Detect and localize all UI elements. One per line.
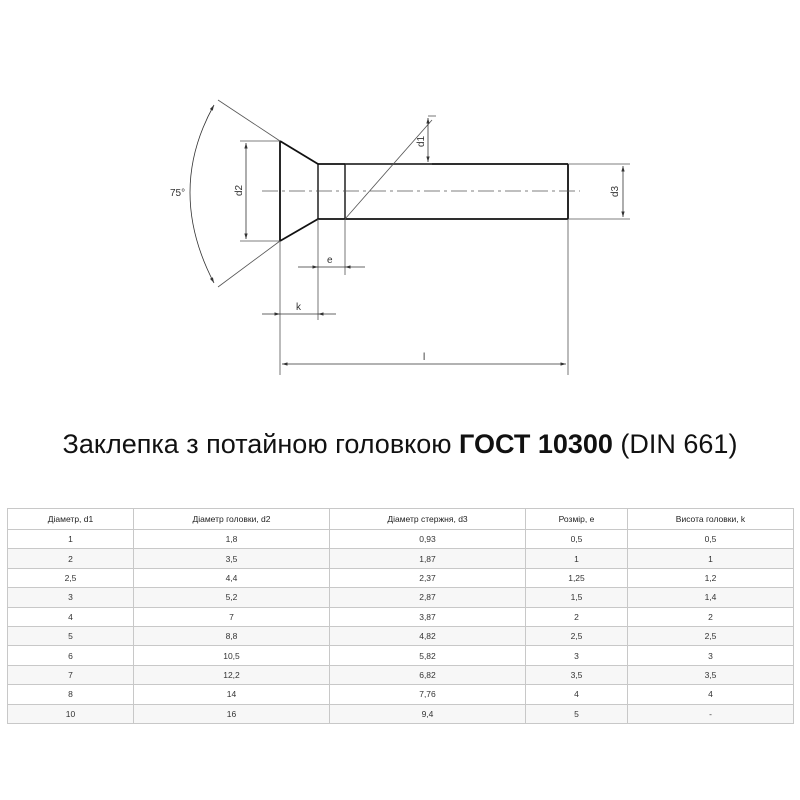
cell-d2: 14 — [134, 685, 330, 704]
cell-d1: 2 — [8, 549, 134, 568]
column-header-d1: Діаметр, d1 — [8, 509, 134, 530]
cell-d3: 7,76 — [330, 685, 526, 704]
cell-d2: 4,4 — [134, 568, 330, 587]
cell-k: 3 — [628, 646, 794, 665]
cell-d1: 5 — [8, 626, 134, 645]
cell-e: 4 — [526, 685, 628, 704]
cell-e: 3 — [526, 646, 628, 665]
cell-d2: 10,5 — [134, 646, 330, 665]
cell-k: 1,4 — [628, 588, 794, 607]
table-row — [8, 588, 794, 607]
d3-label: d3 — [610, 185, 621, 197]
cell-e: 1 — [526, 549, 628, 568]
cell-e: 2,5 — [526, 626, 628, 645]
d1-label: d1 — [416, 135, 427, 147]
table-header-row — [8, 509, 794, 530]
cell-d3: 9,4 — [330, 704, 526, 723]
cell-k: 2,5 — [628, 626, 794, 645]
cell-e: 2 — [526, 607, 628, 626]
e-label: e — [327, 255, 333, 266]
cell-d1: 3 — [8, 588, 134, 607]
column-header-d3: Діаметр стержня, d3 — [330, 509, 526, 530]
cell-e: 1,25 — [526, 568, 628, 587]
dimension-labels — [170, 135, 621, 363]
cell-k: 2 — [628, 607, 794, 626]
cell-k: 1 — [628, 549, 794, 568]
cell-d3: 5,82 — [330, 646, 526, 665]
cell-d2: 5,2 — [134, 588, 330, 607]
cell-d2: 16 — [134, 704, 330, 723]
k-label: k — [296, 302, 301, 313]
cell-k: 1,2 — [628, 568, 794, 587]
cell-d1: 1 — [8, 530, 134, 549]
cell-e: 0,5 — [526, 530, 628, 549]
cell-d1: 4 — [8, 607, 134, 626]
cell-e: 1,5 — [526, 588, 628, 607]
cell-d3: 1,87 — [330, 549, 526, 568]
cell-d2: 1,8 — [134, 530, 330, 549]
title-suffix: (DIN 661) — [612, 429, 738, 459]
cell-d1: 8 — [8, 685, 134, 704]
cell-e: 3,5 — [526, 665, 628, 684]
cell-d2: 8,8 — [134, 626, 330, 645]
cell-d3: 2,87 — [330, 588, 526, 607]
column-header-k: Висота головки, k — [628, 509, 794, 530]
table-row — [8, 530, 794, 549]
table-row — [8, 704, 794, 723]
column-header-e: Розмір, е — [526, 509, 628, 530]
table-row — [8, 685, 794, 704]
rivet-dimensions-table — [7, 508, 794, 724]
page-title — [0, 426, 800, 462]
table-row — [8, 665, 794, 684]
table-row — [8, 607, 794, 626]
cell-d3: 6,82 — [330, 665, 526, 684]
angle-label: 75° — [170, 188, 186, 199]
l-label: l — [423, 352, 426, 363]
dimension-lines — [190, 105, 623, 364]
cell-d1: 7 — [8, 665, 134, 684]
cell-d2: 12,2 — [134, 665, 330, 684]
cell-d3: 3,87 — [330, 607, 526, 626]
cell-k: 3,5 — [628, 665, 794, 684]
table-row — [8, 646, 794, 665]
cell-d3: 4,82 — [330, 626, 526, 645]
table-row — [8, 568, 794, 587]
cell-k: 0,5 — [628, 530, 794, 549]
title-prefix: Заклепка з потайною головкою — [62, 429, 460, 459]
table-row — [8, 626, 794, 645]
title-standard: ГОСТ 10300 — [459, 429, 613, 459]
cell-d3: 2,37 — [330, 568, 526, 587]
cell-d1: 10 — [8, 704, 134, 723]
cell-d1: 6 — [8, 646, 134, 665]
cell-d2: 3,5 — [134, 549, 330, 568]
cell-d3: 0,93 — [330, 530, 526, 549]
column-header-d2: Діаметр головки, d2 — [134, 509, 330, 530]
cell-k: - — [628, 704, 794, 723]
d2-label: d2 — [234, 184, 245, 196]
cell-e: 5 — [526, 704, 628, 723]
cell-k: 4 — [628, 685, 794, 704]
table-row — [8, 549, 794, 568]
cell-d2: 7 — [134, 607, 330, 626]
cell-d1: 2,5 — [8, 568, 134, 587]
